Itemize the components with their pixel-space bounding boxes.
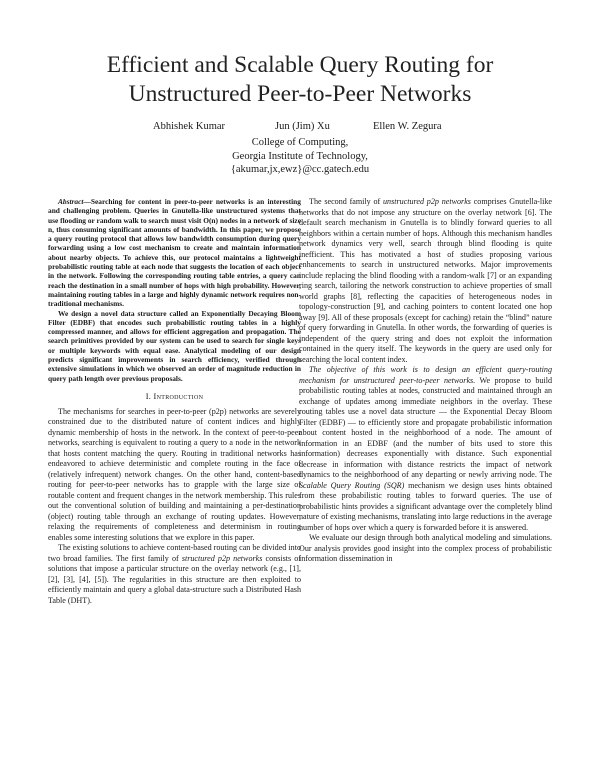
- left-column: [48, 197, 301, 606]
- body-paragraph: We evaluate our design through both analytical modeling and simulations. Our analysis provides good insight into the complex process of probabilistic information dissemination in: [299, 533, 552, 563]
- title-line-2: Unstructured Peer-to-Peer Networks: [128, 81, 472, 107]
- emphasis: The objective of this work is to design an efficient query-routing mechanism for unstructured peer-to-peer networks.: [299, 365, 552, 385]
- abstract-paragraph: [48, 197, 301, 309]
- section-heading: I. Introduction: [145, 391, 204, 401]
- affiliation-email: {akumar,jx,ewz}@cc.gatech.edu: [230, 164, 370, 176]
- abstract-text: Searching for content in peer-to-peer networks is an interesting and challenging problem. Queries in Gnutella-like unstructured systems that use flooding or random walk to search must visit O(n) nodes in a network of size n, thus consuming significant amounts of bandwidth. In this paper, we propose a query routing protocol that allows low bandwidth consumption during query forwarding using a low cost mechanism to create and maintain information about nearby objects. To achieve this, our protocol maintains a lightweight probabilistic routing table at each node that suggests the location of each object in the network. Following the corresponding routing table entries, a query can reach the destination in a small number of hops with high probability. However, maintaining routing tables in a large and highly dynamic network requires non-traditional mechanisms.: [48, 197, 301, 309]
- abstract-label: Abstract—: [58, 197, 91, 206]
- paper-title: [0, 51, 600, 109]
- body-paragraph: The second family of unstructured p2p networks comprises Gnutella-like networks that do not impose any structure on the overlay network [6]. The default search mechanism in Gnutella is to blindly forward queries to all neighbors within a certain number of hops. Although this mechanism handles network dynamics very well, search through blind flooding is quite inefficient. This has motivated a host of studies proposing various enhancements to search in unstructured networks. Major improvements include replacing the blind flooding with a random-walk [7] or an expanding ring search, tailoring the network construction to achieve properties of small world graphs [8], reflecting the capacities of heterogeneous nodes in topology-construction [9], and caching pointers to content located one hop away [9]. All of these proposals (except for caching) retain the “blind” nature of query forwarding in Gnutella. In other words, the forwarding of queries is independent of the query string and does not exploit the information contained in the query itself. The keywords in the query are used only for searching the local content index.: [299, 197, 552, 364]
- author-list: [0, 121, 600, 135]
- author-name: Jun (Jim) Xu: [275, 121, 330, 132]
- right-column: [299, 197, 552, 565]
- author-name: Abhishek Kumar: [153, 121, 226, 132]
- emphasis: Scalable Query Routing (SQR): [299, 480, 405, 490]
- affiliation: [0, 136, 600, 177]
- emphasis: structured p2p networks: [181, 553, 263, 563]
- body-paragraph: The mechanisms for searches in peer-to-peer (p2p) networks are severely constrained due to the distributed nature of content indices and highly dynamic membership of hosts in the network. In the context of peer-to-peer networks, searching is equivalent to routing a query to a node in the network that hosts content matching the query. Routing in traditional networks has endeavored to achieve deterministic and complete routing in the face of (relatively infrequent) network changes. On the other hand, content-based routing for peer-to-peer networks has to grapple with the large size of routable content and frequent changes in the network membership. This rules out the conventional solution of building and maintaining a per-destination (object) routing table through an exchange of routing updates. However, relaxing the requirements of completeness and determinism in routing enables some interesting solutions that we explore in this paper.: [48, 406, 301, 542]
- body-paragraph: The objective of this work is to design an efficient query-routing mechanism for unstructured peer-to-peer networks. We propose to build probabilistic routing tables at nodes, constructed and maintained through an exchange of updates among immediate neighbors in the overlay. These routing tables use a novel data structure — the Exponential Decay Bloom Filter (EDBF) — to efficiently store and propagate probabilistic information about content hosted in the neighborhood of a node. The amount of information in an EDBF (and the number of bits used to store this information) decreases exponentially with distance. Such exponential decrease in information with distance restricts the impact of network dynamics to the neighborhood of any departing or newly arriving node. The Scalable Query Routing (SQR) mechanism we design uses hints obtained from these probabilistic routing tables to forward queries. The use of probabilistic hints provides a significant advantage over the completely blind nature of existing mechanisms, translating into large reductions in the average number of hops over which a query is forwarded before it is answered.: [299, 365, 552, 532]
- body-paragraph: The existing solutions to achieve content-based routing can be divided into two broad families. The first family of structured p2p networks consists of solutions that impose a particular structure on the overlay network (e.g., [1], [2], [3], [4], [5]). The regularities in this structure are then exploited to efficiently maintain and query a global data-structure such a Distributed Hash Table (DHT).: [48, 543, 301, 605]
- affiliation-line: College of Computing,: [251, 137, 349, 148]
- abstract-paragraph: We design a novel data structure called an Exponentially Decaying Bloom Filter (EDBF) that encodes such probabilistic routing tables in a highly compressed manner, and allows for efficient aggregation and propagation. The search primitives provided by our system can be used to search for single keys or multiple keywords with equal ease. Analytical modeling of our design predicts significant improvements in search efficiency, verified through extensive simulations in which we observed an order of magnitude reduction in query path length over previous proposals.: [48, 308, 301, 383]
- title-line-1: Efficient and Scalable Query Routing for: [106, 52, 494, 78]
- author-name: Ellen W. Zegura: [373, 121, 442, 132]
- emphasis: unstructured p2p networks: [382, 197, 471, 206]
- affiliation-line: Georgia Institute of Technology,: [232, 150, 368, 162]
